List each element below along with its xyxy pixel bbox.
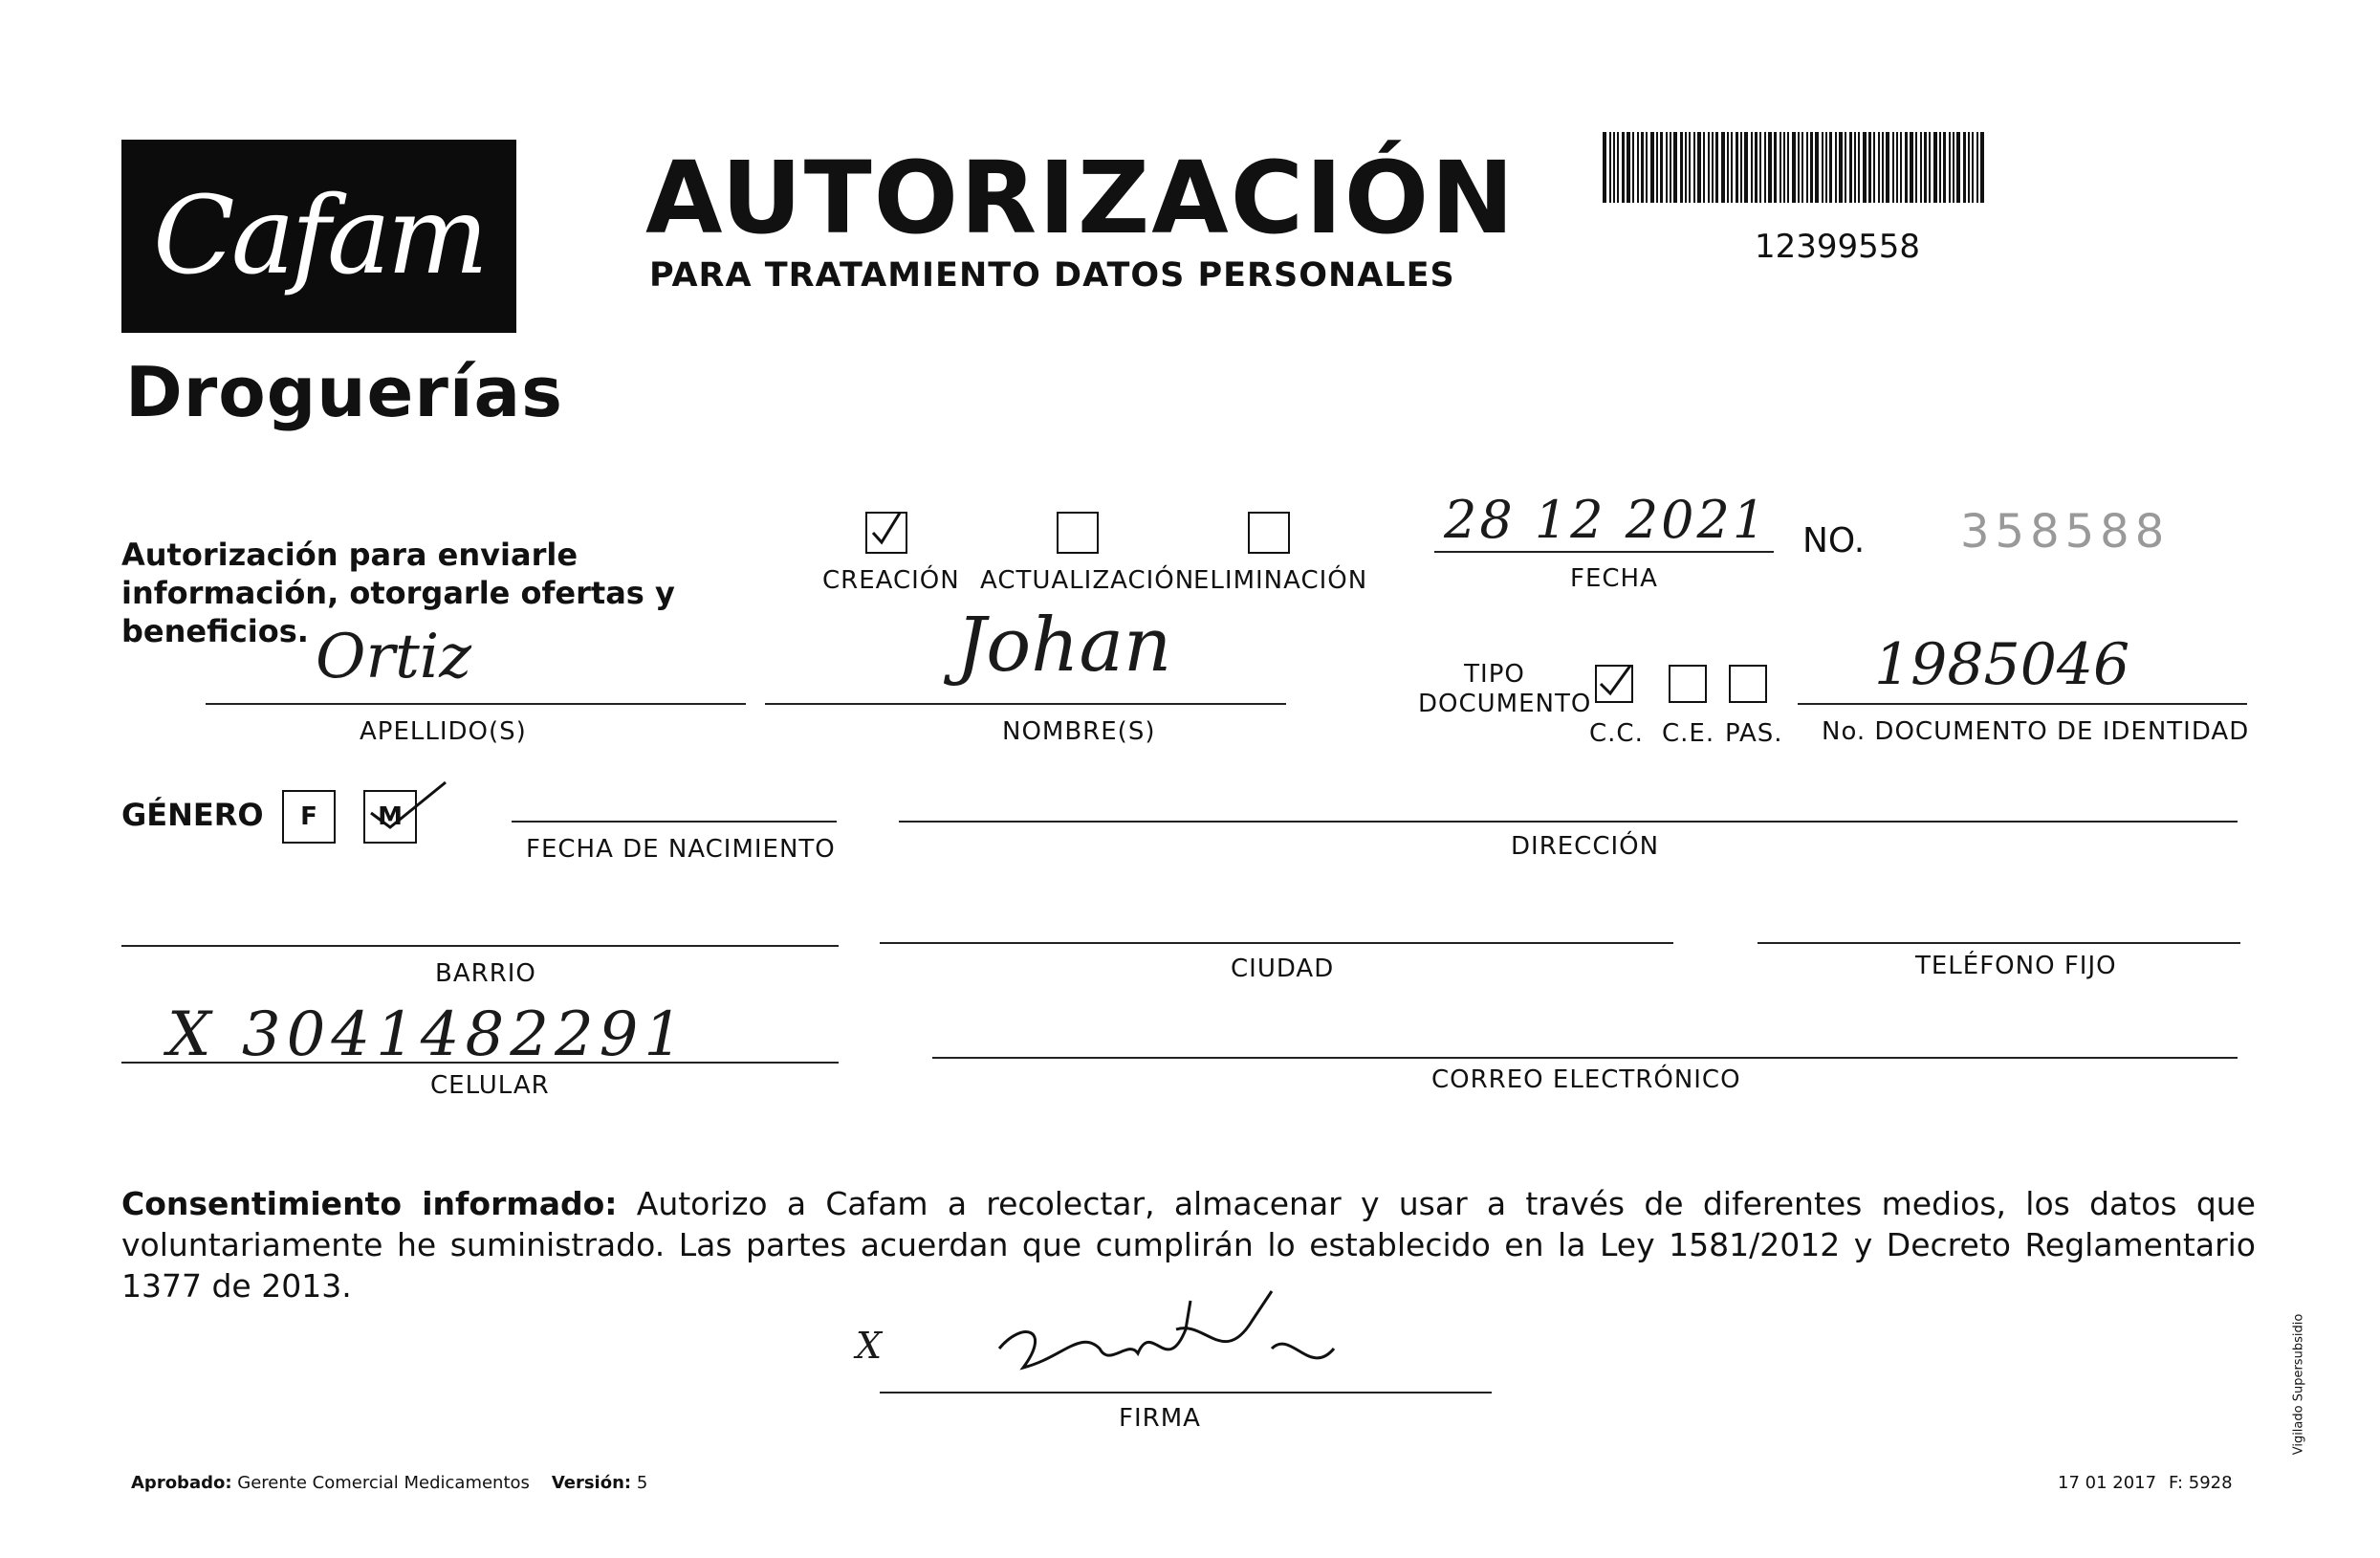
correo-line [932,1057,2238,1059]
vigilado-text: Vigilado Supersubsidio [2291,1313,2306,1456]
label-ce: C.E. [1662,719,1715,748]
logo-subtitle: Droguerías [125,352,563,432]
genero-f-label: F [300,802,317,831]
label-telefono: TELÉFONO FIJO [1915,952,2117,980]
barcode-number: 12399558 [1755,228,1921,266]
genero-m-label: M [378,802,403,831]
logo-text: Cafam [153,174,485,298]
check-icon [361,775,448,842]
consent-heading: Consentimiento informado: [121,1185,618,1222]
cafam-logo [121,140,516,333]
consent-text: Autorizo a Cafam a recolectar, almacenar y usar a través de diferentes medios, los datos que voluntariamente he suministrado. Las partes acuerdan que cumplirán lo establecido en la Ley 1581/2012 y Decreto Reglamentario 1377 de 2013. [121,1185,2256,1305]
form-number: 358588 [1960,505,2171,559]
fecha-value[interactable]: 28 12 2021 [1444,490,1769,550]
aprobado-value: Gerente Comercial Medicamentos [237,1473,530,1493]
check-icon [867,514,906,552]
signature-icon [985,1262,1348,1406]
footer-approved [131,1473,647,1493]
label-cc: C.C. [1589,719,1644,748]
nombre-line [765,703,1286,705]
celular-value[interactable]: X 3041482291 [167,999,689,1070]
documento-value[interactable]: 1985046 [1874,631,2130,698]
direccion-line [899,821,2238,823]
label-celular: CELULAR [430,1071,550,1100]
checkbox-cc[interactable] [1595,665,1633,703]
aprobado-label: Aprobado: [131,1473,232,1493]
label-nombre: NOMBRE(S) [1002,717,1156,746]
firma-mark: X [856,1325,883,1367]
barcode-icon [1603,132,1986,203]
label-tipo-documento: TIPO DOCUMENTO [1418,660,1592,719]
ciudad-line [880,942,1673,944]
nombre-value[interactable]: Johan [956,603,1172,689]
label-correo: CORREO ELECTRÓNICO [1431,1065,1741,1094]
label-creacion: CREACIÓN [822,566,960,595]
celular-line [121,1062,839,1064]
label-ciudad: CIUDAD [1231,955,1335,983]
label-eliminacion: ELIMINACIÓN [1193,566,1368,595]
page-title: AUTORIZACIÓN [645,140,1517,256]
label-apellido: APELLIDO(S) [360,717,527,746]
label-direccion: DIRECCIÓN [1511,832,1660,861]
telefono-line [1758,942,2240,944]
apellido-value[interactable]: Ortiz [316,622,471,692]
label-documento: No. DOCUMENTO DE IDENTIDAD [1822,717,2250,746]
label-fecha-nacimiento: FECHA DE NACIMIENTO [526,835,836,864]
label-numero: NO. [1802,521,1866,560]
label-actualizacion: ACTUALIZACIÓN [980,566,1195,595]
checkbox-pas[interactable] [1729,665,1767,703]
footer-date: 17 01 2017 [2058,1473,2157,1493]
intro-text: Autorización para enviarle información, otorgarle ofertas y beneficios. [121,537,675,649]
barrio-line [121,945,839,947]
label-barrio: BARRIO [435,959,536,988]
fecha-line [1434,551,1774,553]
footer-code: F: 5928 [2169,1473,2233,1493]
version-label: Versión: [551,1473,632,1493]
check-icon [1597,667,1631,701]
label-genero: GÉNERO [121,797,264,833]
checkbox-actualizacion[interactable] [1057,512,1099,554]
genero-f-box[interactable] [282,790,336,844]
checkbox-eliminacion[interactable] [1248,512,1290,554]
apellido-line [206,703,746,705]
label-firma: FIRMA [1119,1404,1201,1433]
fecha-nacimiento-line [512,821,837,823]
page-subtitle: PARA TRATAMIENTO DATOS PERSONALES [649,256,1455,295]
label-fecha: FECHA [1570,564,1658,593]
version-value: 5 [636,1473,648,1493]
firma-line [880,1392,1492,1393]
documento-line [1798,703,2247,705]
checkbox-ce[interactable] [1669,665,1707,703]
label-pas: PAS. [1725,719,1783,748]
checkbox-creacion[interactable] [865,512,907,554]
